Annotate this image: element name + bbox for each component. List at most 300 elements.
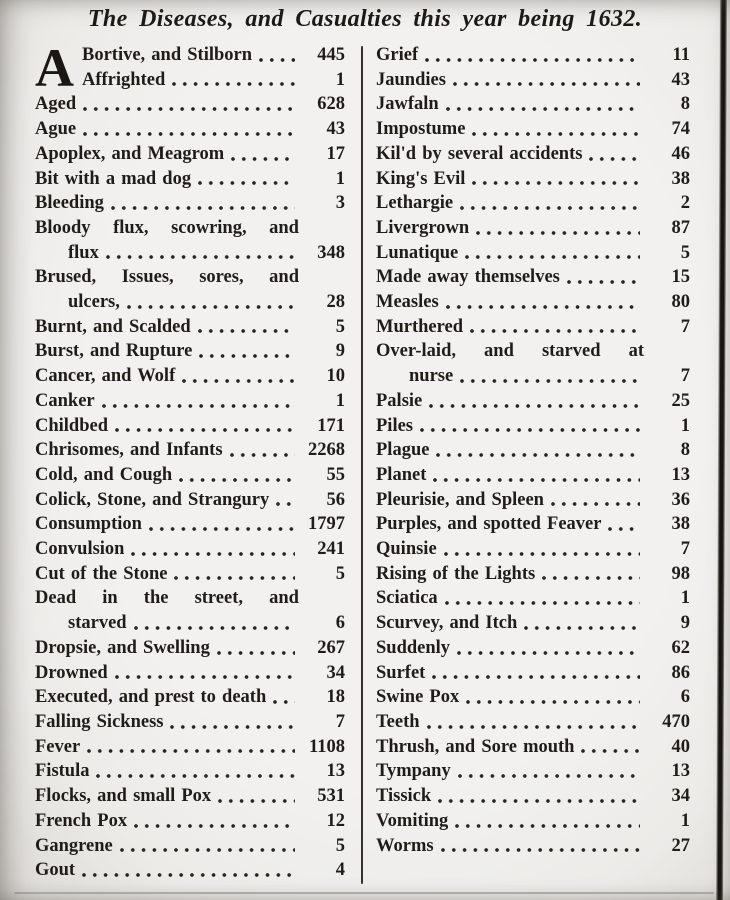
table-row — [35, 265, 345, 314]
dot-leader — [83, 132, 295, 136]
entry-label: Cold, and Cough — [35, 464, 173, 485]
dot-leader — [120, 848, 295, 852]
table-row — [376, 315, 690, 340]
entry-label: Measles — [376, 292, 439, 313]
entry-label: Surfet — [376, 662, 426, 683]
entry-line — [35, 290, 345, 315]
entry-label: Bortive, and Stilborn — [82, 45, 253, 65]
entry-word: and — [484, 341, 514, 362]
entry-line — [35, 759, 345, 784]
entry-value: 36 — [671, 489, 690, 510]
entry-line — [376, 364, 690, 389]
entry-line — [35, 241, 345, 266]
entry-line — [376, 315, 690, 340]
entry-label-line — [376, 339, 690, 364]
entry-value: 18 — [326, 687, 345, 708]
entry-value: 5 — [335, 316, 345, 337]
page-bottom-edge — [14, 892, 714, 894]
entry-value: 13 — [326, 761, 345, 782]
dot-leader — [438, 799, 640, 803]
table-row — [376, 834, 690, 859]
table-row — [376, 636, 690, 661]
dot-leader — [199, 354, 295, 358]
entry-label: Lunatique — [376, 242, 459, 263]
entry-value: 62 — [671, 637, 690, 658]
entry-label: Teeth — [376, 711, 420, 732]
entry-line — [35, 339, 345, 364]
entry-line — [35, 463, 345, 488]
entry-line — [376, 488, 690, 513]
dot-leader — [115, 675, 295, 679]
entry-label: Jawfaln — [376, 94, 439, 115]
entry-value: 7 — [680, 316, 690, 337]
entry-value: 628 — [317, 94, 345, 115]
table-row — [35, 661, 345, 686]
table-row — [376, 68, 690, 93]
entry-line — [35, 611, 345, 636]
entry-label-line — [35, 586, 345, 611]
entry-line — [35, 92, 345, 117]
dot-leader — [182, 379, 295, 383]
entry-label: Vomiting — [376, 810, 449, 831]
entry-label: Scurvey, and Itch — [376, 613, 518, 634]
dot-leader — [259, 58, 295, 62]
entry-value: 8 — [680, 94, 690, 115]
entry-line — [35, 858, 345, 883]
dot-leader — [96, 774, 295, 778]
dot-leader — [111, 206, 295, 210]
entry-value: 12 — [326, 810, 345, 831]
entry-word: starved — [541, 341, 601, 362]
dot-leader — [87, 749, 295, 753]
entry-value: 9 — [680, 613, 690, 634]
entry-line — [376, 759, 690, 784]
table-row — [376, 216, 690, 241]
entry-label: Rising of the Lights — [376, 563, 536, 584]
dot-leader — [420, 428, 640, 432]
entry-label: Gout — [35, 860, 76, 881]
table-row — [82, 43, 345, 68]
entry-value: 13 — [671, 761, 690, 782]
entry-value: 38 — [671, 168, 690, 189]
table-row — [35, 92, 345, 117]
dot-leader — [198, 329, 295, 333]
entry-label: Purples, and spotted Feaver — [376, 514, 602, 535]
dot-leader — [127, 305, 295, 309]
entry-line — [376, 735, 690, 760]
entry-value: 46 — [671, 143, 690, 164]
entry-value: 241 — [317, 539, 345, 560]
dot-leader — [436, 453, 640, 457]
dot-leader — [476, 231, 640, 235]
table-row — [35, 414, 345, 439]
right-column — [376, 43, 690, 858]
table-row — [376, 661, 690, 686]
entry-label: Apoplex, and Meagrom — [35, 143, 225, 164]
table-row — [82, 68, 345, 93]
entry-label: Drowned — [35, 662, 108, 683]
entry-word: Bloody — [35, 217, 91, 238]
entry-line — [376, 290, 690, 315]
entry-label: Colick, Stone, and Strangury — [35, 489, 270, 510]
dot-leader — [174, 576, 295, 580]
entry-line — [376, 241, 690, 266]
entry-value: 17 — [326, 143, 345, 164]
table-row — [376, 809, 690, 834]
entry-label: Plague — [376, 440, 430, 461]
dot-leader — [441, 848, 640, 852]
mortality-table — [0, 38, 730, 884]
dot-leader — [170, 725, 295, 729]
dot-leader — [427, 725, 640, 729]
entry-line — [376, 167, 690, 192]
entry-label: Falling Sickness — [35, 711, 164, 732]
dot-leader — [433, 478, 640, 482]
dot-leader — [472, 132, 640, 136]
left-column — [35, 38, 345, 883]
entry-label: ulcers, — [68, 292, 120, 313]
table-row — [376, 117, 690, 142]
dropcap-letter: A — [35, 38, 74, 98]
entry-label: Piles — [376, 415, 413, 436]
entry-label: Dropsie, and Swelling — [35, 637, 210, 658]
entry-value: 7 — [680, 539, 690, 560]
entry-value: 1797 — [308, 514, 345, 535]
entry-value: 5 — [335, 835, 345, 856]
entry-value: 531 — [317, 786, 345, 807]
entry-line — [35, 315, 345, 340]
entry-value: 40 — [671, 736, 690, 757]
entry-line — [35, 710, 345, 735]
entry-line — [35, 834, 345, 859]
entry-label: Made away themselves — [376, 267, 560, 288]
entry-label: Thrush, and Sore mouth — [376, 736, 575, 757]
entry-label: Ague — [35, 119, 77, 140]
table-row — [35, 858, 345, 883]
dot-leader — [198, 181, 295, 185]
entry-value: 13 — [671, 464, 690, 485]
table-row — [35, 117, 345, 142]
dot-leader — [230, 453, 295, 457]
table-row — [376, 92, 690, 117]
entry-label: Gangrene — [35, 835, 113, 856]
entry-label: Childbed — [35, 415, 109, 436]
entry-word: Dead — [35, 588, 77, 609]
dot-leader — [524, 626, 640, 630]
entry-value: 348 — [317, 242, 345, 263]
dropcap-entries — [82, 43, 345, 92]
entry-label: King's Evil — [376, 168, 466, 189]
entry-value: 445 — [317, 45, 345, 65]
entry-value: 2268 — [308, 440, 345, 461]
entry-label: Consumption — [35, 514, 142, 535]
entry-word: and — [269, 588, 299, 609]
table-row — [376, 167, 690, 192]
left-entries — [35, 92, 345, 883]
dot-leader — [172, 82, 295, 86]
dot-leader — [425, 58, 640, 62]
entry-value: 28 — [326, 292, 345, 313]
entry-label: Fever — [35, 736, 81, 757]
dot-leader — [131, 552, 295, 556]
entry-label: Kil'd by several accidents — [376, 143, 583, 164]
entry-label: Quinsie — [376, 539, 437, 560]
entry-line — [376, 661, 690, 686]
table-row — [376, 512, 690, 537]
table-row — [35, 685, 345, 710]
entry-value: 5 — [335, 563, 345, 584]
column-divider-rule — [361, 46, 363, 884]
dot-leader — [460, 379, 640, 383]
dot-leader — [567, 280, 640, 284]
entry-value: 1 — [335, 390, 345, 411]
table-row — [35, 216, 345, 265]
entry-line — [35, 438, 345, 463]
entry-label: Bit with a mad dog — [35, 168, 192, 189]
entry-line — [376, 463, 690, 488]
dot-leader — [83, 107, 295, 111]
entry-line — [376, 636, 690, 661]
entry-value: 9 — [335, 341, 345, 362]
dot-leader — [444, 552, 640, 556]
entry-value: 38 — [671, 514, 690, 535]
table-row — [35, 364, 345, 389]
entry-line — [376, 784, 690, 809]
entry-value: 1 — [335, 69, 345, 90]
table-row — [35, 463, 345, 488]
entry-label: Jaundies — [376, 69, 446, 90]
entry-label: Suddenly — [376, 637, 451, 658]
entry-value: 34 — [671, 786, 690, 807]
entry-line — [376, 68, 690, 93]
entry-line — [35, 562, 345, 587]
entry-value: 4 — [335, 860, 345, 881]
entry-label: Cancer, and Wolf — [35, 366, 176, 387]
entry-value: 87 — [671, 217, 690, 238]
table-row — [376, 759, 690, 784]
entry-value: 43 — [326, 119, 345, 140]
entry-value: 74 — [671, 119, 690, 140]
entry-value: 5 — [680, 242, 690, 263]
entry-label: Grief — [376, 45, 419, 65]
table-row — [376, 685, 690, 710]
table-row — [376, 191, 690, 216]
table-row — [376, 265, 690, 290]
entry-value: 1 — [680, 415, 690, 436]
entry-label: French Pox — [35, 810, 128, 831]
table-row — [35, 586, 345, 635]
entry-label: Murthered — [376, 316, 463, 337]
dot-leader — [106, 255, 295, 259]
entry-line — [376, 265, 690, 290]
dropcap-block — [35, 38, 345, 98]
entry-label: starved — [68, 613, 127, 634]
table-row — [376, 562, 690, 587]
entry-line — [35, 142, 345, 167]
entry-value: 56 — [326, 489, 345, 510]
table-row — [35, 834, 345, 859]
right-entries — [376, 43, 690, 858]
entry-line — [376, 414, 690, 439]
entry-line — [376, 834, 690, 859]
entry-label: Sciatica — [376, 588, 438, 609]
table-row — [35, 167, 345, 192]
entry-line — [35, 735, 345, 760]
entry-line — [376, 685, 690, 710]
entry-value: 7 — [680, 366, 690, 387]
entry-line — [376, 562, 690, 587]
dot-leader — [102, 404, 295, 408]
entry-word: flux, — [113, 217, 149, 238]
entry-line — [35, 389, 345, 414]
entry-value: 1 — [335, 168, 345, 189]
entry-value: 86 — [671, 662, 690, 683]
entry-label: Burst, and Rupture — [35, 341, 193, 362]
table-row — [376, 389, 690, 414]
entry-label: Convulsion — [35, 539, 125, 560]
dot-leader — [472, 181, 640, 185]
entry-label: Canker — [35, 390, 95, 411]
entry-label: Bleeding — [35, 193, 104, 214]
table-row — [376, 537, 690, 562]
dot-leader — [82, 873, 295, 877]
entry-label: Fistula — [35, 761, 90, 782]
entry-line — [376, 710, 690, 735]
entry-word: Over-laid, — [376, 341, 456, 362]
entry-value: 8 — [680, 440, 690, 461]
dot-leader — [149, 527, 295, 531]
dot-leader — [445, 601, 640, 605]
entry-line — [82, 68, 345, 93]
dot-leader — [446, 107, 640, 111]
entry-line — [376, 43, 690, 68]
entry-label: Chrisomes, and Infants — [35, 440, 223, 461]
entry-line — [35, 809, 345, 834]
entry-line — [376, 537, 690, 562]
entry-line — [82, 43, 345, 68]
entry-line — [376, 512, 690, 537]
entry-line — [35, 636, 345, 661]
entry-word: scowring, — [171, 217, 247, 238]
entry-label: Pleurisie, and Spleen — [376, 489, 544, 510]
table-row — [35, 512, 345, 537]
entry-value: 2 — [680, 193, 690, 214]
entry-label: Planet — [376, 464, 427, 485]
entry-word: sores, — [199, 267, 244, 288]
dot-leader — [466, 700, 640, 704]
table-row — [35, 784, 345, 809]
entry-line — [35, 117, 345, 142]
dot-leader — [608, 527, 640, 531]
entry-value: 11 — [672, 45, 690, 65]
table-row — [376, 586, 690, 611]
table-row — [376, 735, 690, 760]
dot-leader — [218, 799, 295, 803]
table-row — [35, 562, 345, 587]
entry-value: 25 — [671, 390, 690, 411]
entry-line — [376, 389, 690, 414]
table-row — [376, 241, 690, 266]
entry-value: 98 — [671, 563, 690, 584]
table-row — [35, 339, 345, 364]
dot-leader — [273, 700, 295, 704]
table-row — [35, 759, 345, 784]
table-row — [376, 142, 690, 167]
table-row — [376, 784, 690, 809]
dot-leader — [470, 329, 640, 333]
entry-value: 80 — [671, 292, 690, 313]
entry-value: 3 — [335, 193, 345, 214]
page-title: The Diseases, and Casualties this year being 1632. — [87, 6, 643, 32]
entry-value: 55 — [326, 464, 345, 485]
dot-leader — [465, 255, 640, 259]
dot-leader — [542, 576, 640, 580]
dot-leader — [551, 502, 640, 506]
dot-leader — [429, 404, 640, 408]
dot-leader — [217, 651, 295, 655]
entry-value: 171 — [317, 415, 345, 436]
entry-value: 1 — [680, 588, 690, 609]
entry-label: Worms — [376, 835, 434, 856]
table-row — [35, 809, 345, 834]
entry-line — [35, 685, 345, 710]
table-row — [376, 463, 690, 488]
entry-line — [376, 216, 690, 241]
entry-line — [376, 142, 690, 167]
entry-word: at — [628, 341, 644, 362]
table-row — [376, 488, 690, 513]
dot-leader — [231, 157, 295, 161]
dot-leader — [453, 82, 640, 86]
entry-line — [35, 784, 345, 809]
entry-line — [35, 661, 345, 686]
table-row — [35, 710, 345, 735]
entry-word: the — [143, 588, 169, 609]
table-row — [35, 191, 345, 216]
dot-leader — [115, 428, 295, 432]
entry-line — [376, 809, 690, 834]
entry-word: and — [269, 267, 299, 288]
entry-line — [35, 167, 345, 192]
dot-leader — [432, 675, 640, 679]
entry-label: Executed, and prest to death — [35, 687, 267, 708]
entry-line — [35, 512, 345, 537]
dot-leader — [276, 502, 295, 506]
entry-value: 6 — [680, 687, 690, 708]
entry-value: 10 — [326, 366, 345, 387]
entry-value: 470 — [662, 711, 690, 732]
entry-value: 34 — [326, 662, 345, 683]
entry-label: Aged — [35, 94, 77, 115]
entry-line — [376, 191, 690, 216]
entry-value: 1 — [680, 810, 690, 831]
entry-label: Livergrown — [376, 217, 470, 238]
table-row — [35, 389, 345, 414]
entry-line — [376, 92, 690, 117]
entry-line — [35, 191, 345, 216]
entry-value: 6 — [335, 613, 345, 634]
table-row — [35, 315, 345, 340]
entry-label: Palsie — [376, 390, 423, 411]
table-row — [376, 43, 690, 68]
dot-leader — [457, 651, 640, 655]
entry-value: 7 — [335, 711, 345, 732]
entry-label: Cut of the Stone — [35, 563, 168, 584]
entry-line — [35, 488, 345, 513]
entry-value: 27 — [671, 835, 690, 856]
entry-label: Affrighted — [82, 69, 166, 90]
entry-value: 267 — [317, 637, 345, 658]
